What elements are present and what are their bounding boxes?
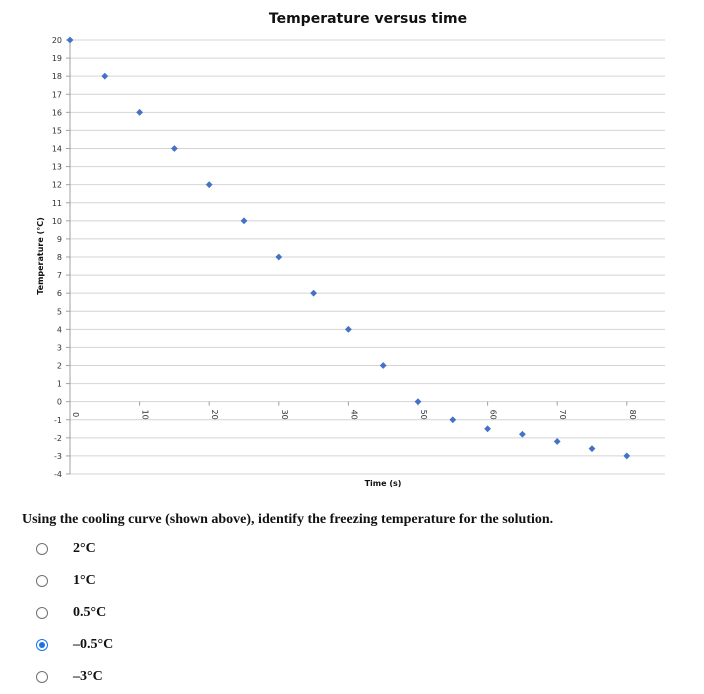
data-point [519, 431, 526, 438]
y-tick-label: 13 [51, 162, 62, 172]
x-tick-label: 30 [279, 409, 289, 420]
data-point [206, 181, 213, 188]
radio-option-2c[interactable] [36, 543, 48, 555]
radio-option-neg-0-5c[interactable] [36, 639, 48, 651]
data-point [171, 145, 178, 152]
option-label: 1°C [73, 573, 96, 588]
data-point [310, 290, 317, 297]
y-tick-label: 10 [51, 216, 62, 226]
x-tick-label: 20 [210, 409, 220, 420]
y-tick-label: 6 [56, 289, 62, 299]
option-neg-0-5c[interactable] [36, 636, 236, 656]
y-tick-label: 5 [56, 307, 62, 317]
y-tick-label: 12 [51, 180, 62, 190]
x-axis-ticks [70, 402, 637, 420]
question-text: Using the cooling curve (shown above), identify the freezing temperature for the solution. [22, 512, 554, 527]
data-point [623, 453, 630, 460]
y-tick-label: -3 [54, 451, 62, 461]
y-tick-label: 8 [56, 253, 62, 262]
y-tick-label: 3 [56, 343, 62, 353]
option-0-5c[interactable] [36, 604, 236, 624]
x-tick-label: 60 [488, 409, 498, 420]
y-axis-ticks [52, 36, 62, 479]
data-point [67, 37, 74, 44]
y-tick-label: 2 [56, 361, 62, 371]
radio-option-0-5c[interactable] [36, 607, 48, 619]
data-point [484, 425, 491, 432]
y-tick-label: -4 [54, 470, 62, 479]
option-label: –3°C [73, 669, 103, 684]
data-point [380, 362, 387, 369]
data-point [449, 416, 456, 423]
radio-option-1c[interactable] [36, 575, 48, 587]
y-tick-label: 1 [56, 379, 62, 389]
data-point [345, 326, 352, 333]
data-point [275, 254, 282, 261]
data-point [415, 398, 422, 405]
x-tick-label: 10 [140, 409, 150, 420]
data-point [554, 438, 561, 445]
grid-lines [66, 40, 665, 474]
chart-title: Temperature versus time [268, 11, 468, 27]
radio-option-neg-3c[interactable] [36, 671, 48, 683]
data-point [136, 109, 143, 116]
y-tick-label: 9 [56, 234, 62, 244]
data-points [67, 37, 631, 460]
y-tick-label: 15 [51, 126, 62, 136]
data-point [241, 217, 248, 224]
option-neg-3c[interactable] [36, 668, 236, 688]
y-tick-label: 19 [51, 54, 62, 64]
y-tick-label: 0 [56, 397, 62, 407]
x-tick-label: 50 [419, 409, 428, 420]
y-tick-label: 11 [51, 198, 62, 208]
y-tick-label: -2 [54, 433, 62, 443]
y-tick-label: 4 [56, 325, 62, 335]
y-tick-label: 20 [51, 36, 62, 45]
y-tick-label: 18 [51, 72, 62, 82]
option-label: –0.5°C [73, 637, 114, 652]
y-tick-label: 17 [51, 90, 62, 100]
y-tick-label: -1 [54, 415, 62, 425]
option-2c[interactable] [36, 540, 236, 560]
y-tick-label: 16 [51, 108, 62, 118]
x-tick-label: 80 [627, 409, 637, 420]
data-point [589, 445, 596, 452]
option-1c[interactable] [36, 572, 236, 592]
x-tick-label: 0 [71, 412, 80, 418]
data-point [101, 73, 108, 80]
y-tick-label: 14 [51, 144, 62, 154]
option-label: 0.5°C [73, 605, 107, 620]
y-axis-label: Temperature (°C) [36, 217, 45, 295]
option-label: 2°C [73, 541, 96, 556]
x-tick-label: 40 [349, 409, 359, 420]
x-tick-label: 70 [558, 409, 568, 420]
x-axis-label: Time (s) [364, 479, 402, 488]
y-tick-label: 7 [56, 271, 62, 281]
